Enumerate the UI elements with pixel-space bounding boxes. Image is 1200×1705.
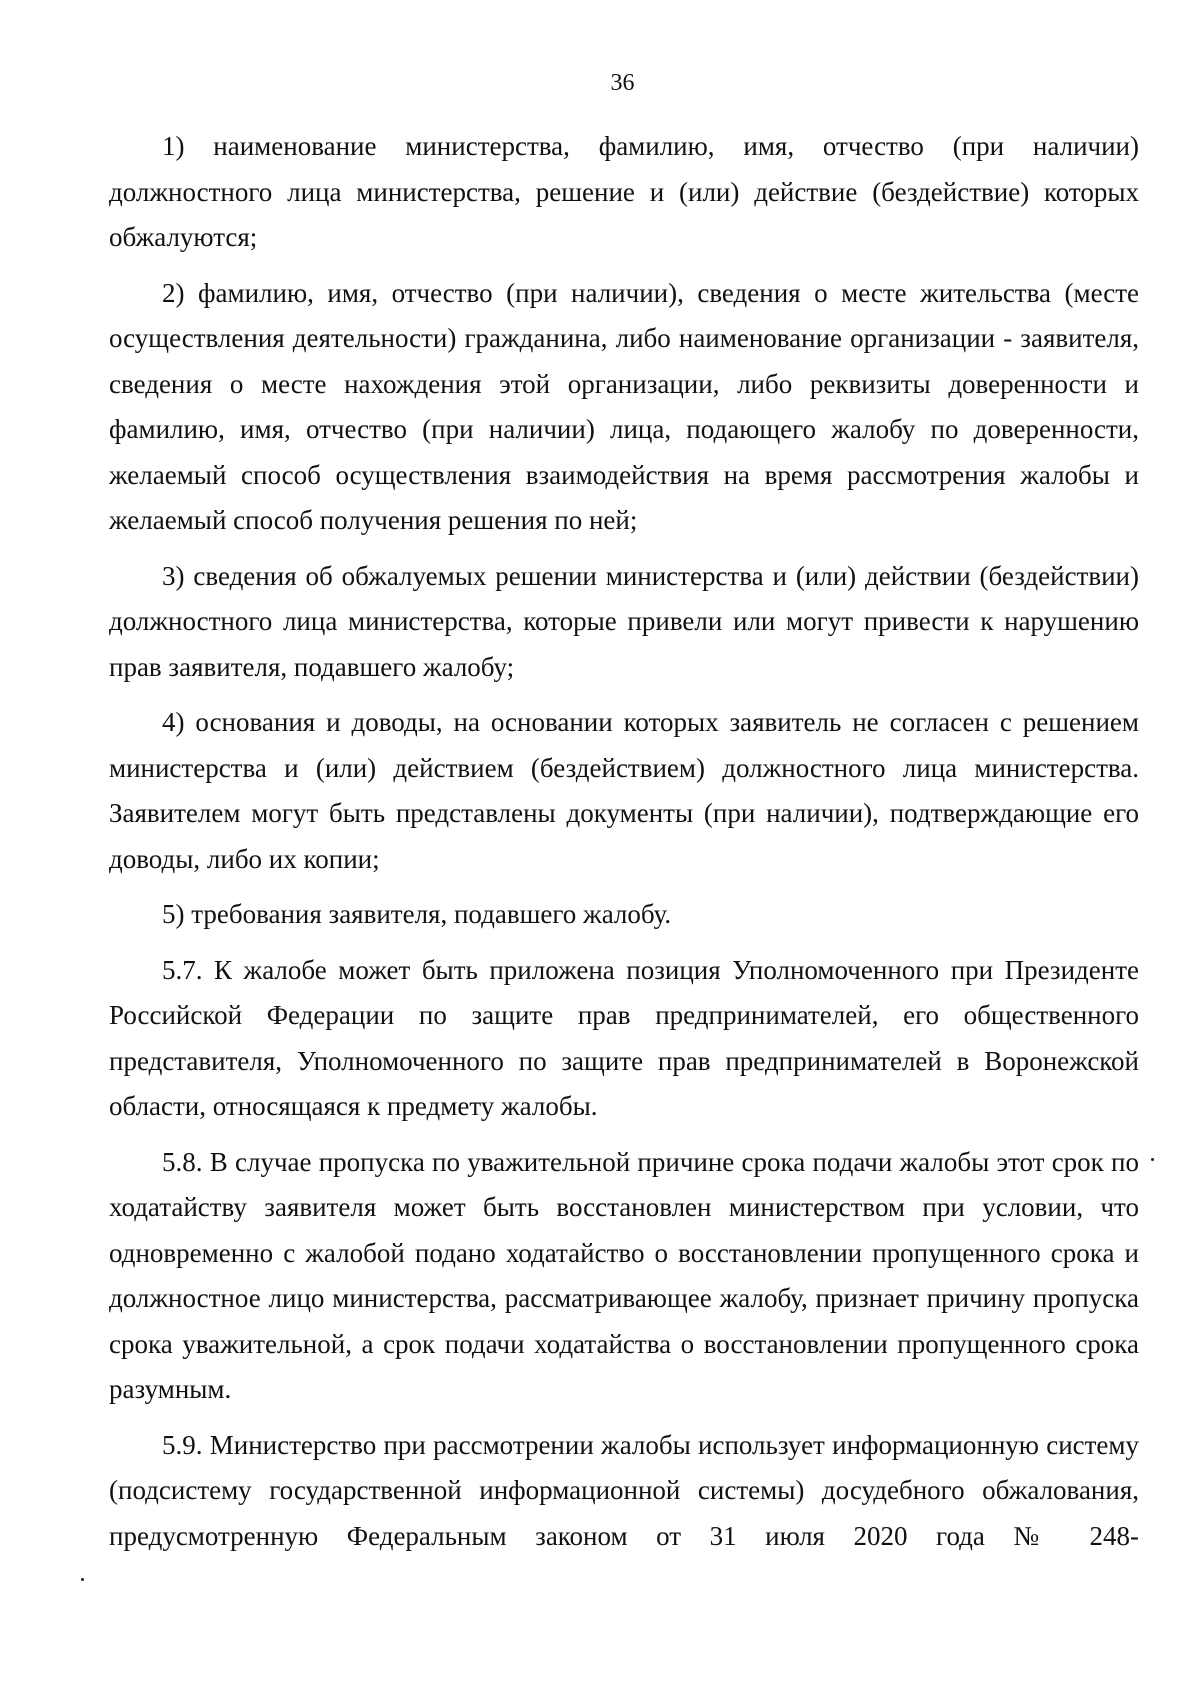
scan-speck bbox=[1151, 1158, 1154, 1161]
paragraph-item-1: 1) наименование министерства, фамилию, имя, отчество (при наличии) должностного лица министерства, решение и (или) действие (бездействие) которых обжалуются; bbox=[109, 131, 1139, 252]
paragraph-item-5: 5) требования заявителя, подавшего жалобу. bbox=[162, 899, 672, 929]
document-body bbox=[109, 124, 1139, 1559]
paragraph-item-3: 3) сведения об обжалуемых решении министерства и (или) действии (бездействии) должностного лица министерства, которые привели или могут привести к нарушению прав заявителя, подавшего жалобу; bbox=[109, 560, 1139, 682]
paragraph-5-9: 5.9. Министерство при рассмотрении жалобы использует информационную систему (подсистему государственной информационной системы) досудебного обжалования, предусмотренную Федеральным законом от 31 июля 2020 года № 248- bbox=[109, 1429, 1139, 1551]
paragraph-5-7: 5.7. К жалобе может быть приложена позиция Уполномоченного при Президенте Российской Федерации по защите прав предпринимателей, его общественного представителя, Уполномоченного по защите прав предпринимателей в Воронежской области, относящаяся к предмету жалобы. bbox=[109, 954, 1139, 1121]
scan-speck bbox=[81, 1578, 84, 1581]
paragraph-item-4: 4) основания и доводы, на основании которых заявитель не согласен с решением министерства и (или) действием (бездействием) должностного лица министерства. Заявителем могут быть представлены документы (при наличии), подтверждающие его доводы, либо их копии; bbox=[109, 707, 1139, 874]
paragraph-5-8: 5.8. В случае пропуска по уважительной причине срока подачи жалобы этот срок по ходатайству заявителя может быть восстановлен министерством при условии, что одновременно с жалобой подано ходатайство о восстановлении пропущенного срока и должностное лицо министерства, рассматривающее жалобу, признает причину пропуска срока уважительной, а срок подачи ходатайства о восстановлении пропущенного срока разумным. bbox=[109, 1146, 1139, 1404]
page-number: 36 bbox=[610, 70, 635, 96]
paragraph-item-2: 2) фамилию, имя, отчество (при наличии), сведения о месте жительства (месте осуществления деятельности) гражданина, либо наименование организации - заявителя, сведения о месте нахождения этой организации, либо реквизиты доверенности и фамилию, имя, отчество (при наличии) лица, подающего жалобу по доверенности, желаемый способ осуществления взаимодействия на время рассмотрения жалобы и желаемый способ получения решения по ней; bbox=[109, 277, 1139, 535]
